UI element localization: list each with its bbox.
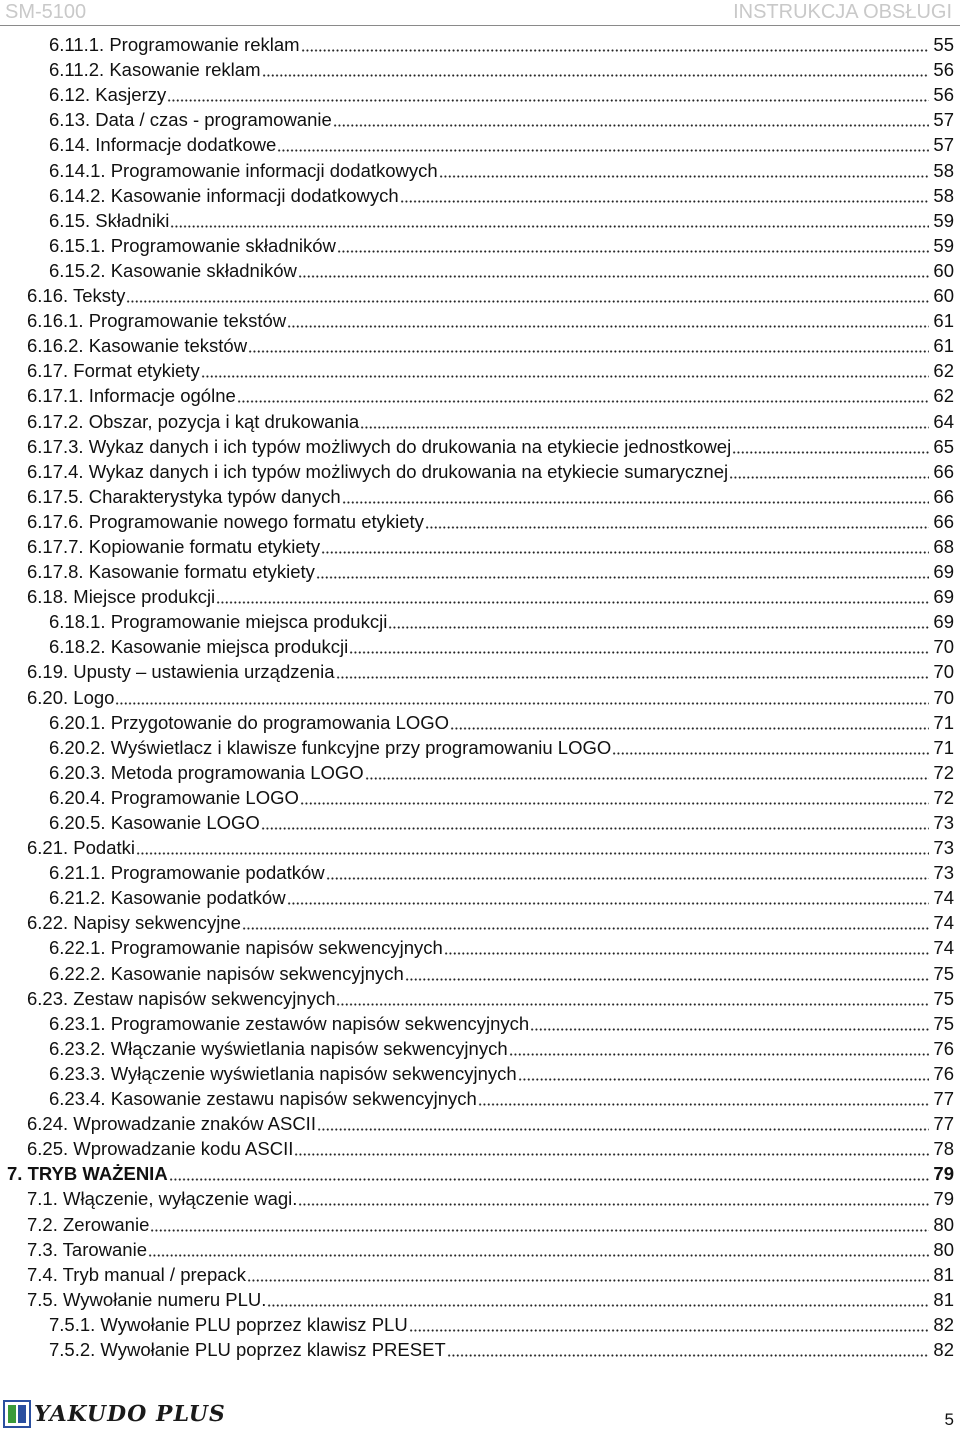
toc-entry-title: 6.15.1. Programowanie składników xyxy=(49,234,336,256)
toc-dot-leader xyxy=(317,1128,929,1131)
toc-dot-leader xyxy=(148,1254,929,1257)
toc-dot-leader xyxy=(287,325,929,328)
toc-dot-leader xyxy=(342,501,929,504)
toc-entry-title: 6.11.1. Programowanie reklam xyxy=(49,34,300,56)
toc-entry-page: 73 xyxy=(933,862,954,884)
toc-entry[interactable] xyxy=(0,1286,960,1311)
toc-entry[interactable] xyxy=(0,458,960,483)
toc-entry-page: 66 xyxy=(933,460,954,482)
toc-entry-page: 70 xyxy=(933,661,954,683)
toc-entry[interactable] xyxy=(0,1110,960,1135)
toc-dot-leader xyxy=(237,400,929,403)
toc-entry-page: 69 xyxy=(933,611,954,633)
toc-entry-title: 6.22.1. Programowanie napisów sekwencyjnych xyxy=(49,937,443,959)
toc-dot-leader xyxy=(425,526,929,529)
toc-entry-title: 6.17.2. Obszar, pozycja i kąt drukowania xyxy=(27,410,360,432)
toc-entry[interactable] xyxy=(0,1311,960,1336)
toc-entry-title: 6.19. Upusty – ustawienia urządzenia xyxy=(27,661,335,683)
toc-entry[interactable] xyxy=(0,533,960,558)
toc-entry-page: 72 xyxy=(933,761,954,783)
toc-entry-page: 61 xyxy=(933,335,954,357)
toc-entry[interactable] xyxy=(0,282,960,307)
toc-entry-title: 6.17.5. Charakterystyka typów danych xyxy=(27,485,341,507)
logo-text: YAKUDO PLUS xyxy=(31,1401,228,1427)
toc-entry[interactable] xyxy=(0,834,960,859)
toc-entry-title: 6.20.2. Wyświetlacz i klawisze funkcyjne przy programowaniu LOGO xyxy=(49,736,612,758)
header-manual-title: INSTRUKCJA OBSŁUGI xyxy=(733,1,952,23)
toc-entry-page: 80 xyxy=(933,1213,954,1235)
toc-entry-page: 78 xyxy=(933,1138,954,1160)
toc-entry-title: 6.21.2. Kasowanie podatków xyxy=(49,887,286,909)
toc-dot-leader xyxy=(530,1028,929,1031)
toc-dot-leader xyxy=(301,49,929,52)
toc-entry-page: 59 xyxy=(933,234,954,256)
toc-entry[interactable] xyxy=(0,156,960,181)
toc-entry-page: 82 xyxy=(933,1313,954,1335)
toc-entry-title: 6.11.2. Kasowanie reklam xyxy=(49,59,261,81)
toc-dot-leader xyxy=(247,1279,929,1282)
toc-entry-title: 7. TRYB WAŻENIA xyxy=(7,1163,168,1185)
toc-dot-leader xyxy=(333,124,929,127)
toc-entry[interactable] xyxy=(0,131,960,156)
toc-dot-leader xyxy=(262,74,930,77)
company-logo xyxy=(3,1398,226,1430)
toc-entry-title: 6.23. Zestaw napisów sekwencyjnych xyxy=(27,987,336,1009)
toc-entry-title: 6.23.1. Programowanie zestawów napisów sekwencyjnych xyxy=(49,1012,530,1034)
toc-entry[interactable] xyxy=(0,608,960,633)
toc-entry[interactable] xyxy=(0,1010,960,1035)
toc-entry-page: 79 xyxy=(933,1163,954,1185)
toc-dot-leader xyxy=(170,225,929,228)
toc-entry-title: 6.21.1. Programowanie podatków xyxy=(49,862,325,884)
toc-entry-page: 59 xyxy=(933,209,954,231)
toc-entry[interactable] xyxy=(0,232,960,257)
toc-dot-leader xyxy=(150,1229,929,1232)
toc-entry-title: 6.20.4. Programowanie LOGO xyxy=(49,786,299,808)
toc-entry-page: 69 xyxy=(933,561,954,583)
toc-entry[interactable] xyxy=(0,734,960,759)
toc-entry-page: 80 xyxy=(933,1238,954,1260)
toc-dot-leader xyxy=(169,1178,929,1181)
toc-entry-title: 6.18.1. Programowanie miejsca produkcji xyxy=(49,611,388,633)
toc-entry-title: 6.16.1. Programowanie tekstów xyxy=(27,310,287,332)
toc-entry-title: 6.12. Kasjerzy xyxy=(49,84,167,106)
toc-entry-page: 79 xyxy=(933,1188,954,1210)
toc-entry-title: 7.5.1. Wywołanie PLU poprzez klawisz PLU xyxy=(49,1313,408,1335)
toc-entry-page: 76 xyxy=(933,1037,954,1059)
toc-dot-leader xyxy=(478,1103,929,1106)
toc-entry-title: 6.16. Teksty xyxy=(27,285,126,307)
toc-entry-page: 81 xyxy=(933,1263,954,1285)
toc-dot-leader xyxy=(267,1304,929,1307)
toc-entry-title: 6.15.2. Kasowanie składników xyxy=(49,259,297,281)
toc-entry-page: 72 xyxy=(933,786,954,808)
toc-entry-title: 6.21. Podatki xyxy=(27,837,135,859)
toc-dot-leader xyxy=(400,200,929,203)
toc-entry-title: 6.20.3. Metoda programowania LOGO xyxy=(49,761,364,783)
toc-entry-title: 6.20. Logo xyxy=(27,686,115,708)
toc-dot-leader xyxy=(337,250,929,253)
toc-entry[interactable] xyxy=(0,207,960,232)
toc-entry[interactable] xyxy=(0,1336,960,1361)
toc-dot-leader xyxy=(248,350,929,353)
toc-entry-page: 58 xyxy=(933,184,954,206)
toc-entry[interactable] xyxy=(0,81,960,106)
toc-entry-title: 6.17.7. Kopiowanie formatu etykiety xyxy=(27,535,321,557)
toc-dot-leader xyxy=(298,1203,929,1206)
toc-entry[interactable] xyxy=(0,1135,960,1160)
toc-dot-leader xyxy=(518,1078,929,1081)
toc-entry-title: 6.18. Miejsce produkcji xyxy=(27,586,216,608)
toc-entry-page: 70 xyxy=(933,636,954,658)
toc-entry-title: 6.17.6. Programowanie nowego formatu etykiety xyxy=(27,510,424,532)
toc-dot-leader xyxy=(360,426,929,429)
toc-dot-leader xyxy=(167,99,929,102)
toc-entry[interactable] xyxy=(0,583,960,608)
toc-entry-page: 55 xyxy=(933,34,954,56)
toc-dot-leader xyxy=(732,451,929,454)
toc-entry[interactable] xyxy=(0,382,960,407)
toc-entry-title: 7.5.2. Wywołanie PLU poprzez klawisz PRESET xyxy=(49,1338,446,1360)
toc-entry-page: 71 xyxy=(933,711,954,733)
toc-entry-page: 71 xyxy=(933,736,954,758)
toc-entry-page: 73 xyxy=(933,812,954,833)
toc-dot-leader xyxy=(612,752,929,755)
toc-entry[interactable] xyxy=(0,658,960,683)
toc-entry[interactable] xyxy=(0,257,960,282)
toc-entry[interactable] xyxy=(0,182,960,207)
toc-entry-page: 81 xyxy=(933,1288,954,1310)
toc-entry[interactable] xyxy=(0,558,960,583)
toc-entry[interactable] xyxy=(0,1236,960,1261)
toc-entry[interactable] xyxy=(0,809,960,834)
toc-dot-leader xyxy=(447,1354,929,1357)
toc-dot-leader xyxy=(136,852,929,855)
toc-dot-leader xyxy=(201,375,929,378)
toc-dot-leader xyxy=(729,476,929,479)
toc-entry[interactable] xyxy=(0,909,960,934)
toc-dot-leader xyxy=(242,927,929,930)
toc-entry-page: 82 xyxy=(933,1338,954,1360)
toc-entry[interactable] xyxy=(0,56,960,81)
toc-dot-leader xyxy=(405,978,929,981)
toc-entry[interactable] xyxy=(0,1035,960,1060)
toc-entry[interactable] xyxy=(0,508,960,533)
toc-entry-page: 74 xyxy=(933,912,954,934)
toc-entry-title: 7.5. Wywołanie numeru PLU. xyxy=(27,1288,267,1310)
toc-entry[interactable] xyxy=(0,106,960,131)
toc-entry-title: 6.17.1. Informacje ogólne xyxy=(27,385,236,407)
toc-entry-title: 6.14. Informacje dodatkowe xyxy=(49,134,277,156)
toc-dot-leader xyxy=(261,827,929,830)
toc-dot-leader xyxy=(300,802,929,805)
page-number: 5 xyxy=(944,1410,954,1429)
toc-entry[interactable] xyxy=(0,759,960,784)
toc-entry-page: 76 xyxy=(933,1062,954,1084)
toc-entry-page: 70 xyxy=(933,686,954,708)
toc-entry[interactable] xyxy=(0,683,960,708)
header-model: SM-5100 xyxy=(5,1,87,23)
toc-entry-page: 56 xyxy=(933,59,954,81)
toc-entry-title: 7.2. Zerowanie xyxy=(27,1213,150,1235)
toc-entry-title: 6.17. Format etykiety xyxy=(27,360,200,382)
toc-entry[interactable] xyxy=(0,483,960,508)
toc-dot-leader xyxy=(115,702,929,705)
toc-entry[interactable] xyxy=(0,633,960,658)
toc-entry-page: 74 xyxy=(933,937,954,959)
toc-entry[interactable] xyxy=(0,307,960,332)
toc-entry-title: 6.23.2. Włączanie wyświetlania napisów sekwencyjnych xyxy=(49,1037,508,1059)
toc-entry-page: 66 xyxy=(933,510,954,532)
toc-entry-page: 64 xyxy=(933,410,954,432)
toc-entry[interactable] xyxy=(0,1085,960,1110)
toc-entry[interactable] xyxy=(0,859,960,884)
toc-entry[interactable] xyxy=(0,884,960,909)
toc-entry[interactable] xyxy=(0,433,960,458)
toc-entry-title: 6.25. Wprowadzanie kodu ASCII xyxy=(27,1138,294,1160)
toc-entry-page: 61 xyxy=(933,310,954,332)
toc-dot-leader xyxy=(336,1003,929,1006)
toc-entry-page: 57 xyxy=(933,109,954,131)
toc-entry-page: 60 xyxy=(933,285,954,307)
toc-dot-leader xyxy=(439,175,929,178)
logo-mark-icon xyxy=(3,1400,31,1428)
toc-dot-leader xyxy=(321,551,929,554)
toc-entry-title: 6.20.5. Kasowanie LOGO xyxy=(49,812,260,833)
toc-dot-leader xyxy=(216,601,929,604)
toc-dot-leader xyxy=(444,952,929,955)
toc-entry-title: 6.22.2. Kasowanie napisów sekwencyjnych xyxy=(49,962,404,984)
toc-entry-page: 75 xyxy=(933,1012,954,1034)
toc-dot-leader xyxy=(316,576,929,579)
toc-entry-page: 75 xyxy=(933,987,954,1009)
toc-entry[interactable] xyxy=(0,784,960,809)
toc-entry-title: 6.23.4. Kasowanie zestawu napisów sekwencyjnych xyxy=(49,1088,477,1110)
toc-entry-title: 6.17.4. Wykaz danych i ich typów możliwych do drukowania na etykiecie sumarycznej xyxy=(27,460,729,482)
toc-entry[interactable] xyxy=(0,332,960,357)
toc-entry-page: 58 xyxy=(933,159,954,181)
toc-entry-page: 74 xyxy=(933,887,954,909)
toc-entry[interactable] xyxy=(0,31,960,56)
toc-entry[interactable] xyxy=(0,407,960,432)
toc-entry-title: 6.14.2. Kasowanie informacji dodatkowych xyxy=(49,184,399,206)
toc-entry-title: 7.4. Tryb manual / prepack xyxy=(27,1263,247,1285)
toc-entry[interactable] xyxy=(0,1185,960,1210)
toc-dot-leader xyxy=(336,676,930,679)
toc-dot-leader xyxy=(277,149,929,152)
toc-dot-leader xyxy=(298,275,929,278)
page-header xyxy=(0,0,960,26)
toc-entry[interactable] xyxy=(0,959,960,984)
toc-dot-leader xyxy=(388,626,929,629)
toc-entry-title: 6.15. Składniki xyxy=(49,209,170,231)
toc-entry-title: 6.14.1. Programowanie informacji dodatkowych xyxy=(49,159,438,181)
toc-entry-title: 6.17.3. Wykaz danych i ich typów możliwych do drukowania na etykiecie jednostkowej xyxy=(27,435,732,457)
toc-entry[interactable] xyxy=(0,1210,960,1235)
table-of-contents xyxy=(0,31,960,1361)
toc-entry-page: 57 xyxy=(933,134,954,156)
toc-entry-page: 73 xyxy=(933,837,954,859)
toc-entry-title: 6.16.2. Kasowanie tekstów xyxy=(27,335,248,357)
toc-dot-leader xyxy=(409,1329,929,1332)
toc-entry-page: 75 xyxy=(933,962,954,984)
toc-entry-page: 62 xyxy=(933,385,954,407)
toc-dot-leader xyxy=(349,651,929,654)
toc-entry-page: 66 xyxy=(933,485,954,507)
toc-entry-title: 6.23.3. Wyłączenie wyświetlania napisów sekwencyjnych xyxy=(49,1062,517,1084)
toc-entry-page: 65 xyxy=(933,435,954,457)
toc-entry-title: 6.17.8. Kasowanie formatu etykiety xyxy=(27,561,315,583)
toc-dot-leader xyxy=(450,727,929,730)
toc-dot-leader xyxy=(326,877,929,880)
toc-entry-page: 68 xyxy=(933,535,954,557)
toc-entry-page: 77 xyxy=(933,1088,954,1110)
toc-entry[interactable] xyxy=(0,709,960,734)
toc-dot-leader xyxy=(126,300,929,303)
toc-entry-page: 62 xyxy=(933,360,954,382)
toc-entry-title: 6.18.2. Kasowanie miejsca produkcji xyxy=(49,636,349,658)
toc-entry-title: 6.20.1. Przygotowanie do programowania LOGO xyxy=(49,711,450,733)
toc-entry[interactable] xyxy=(0,1060,960,1085)
toc-entry-title: 7.3. Tarowanie xyxy=(27,1238,147,1260)
toc-entry-title: 6.24. Wprowadzanie znaków ASCII xyxy=(27,1113,316,1135)
toc-entry[interactable] xyxy=(0,1160,960,1185)
toc-entry-title: 6.13. Data / czas - programowanie xyxy=(49,109,332,131)
toc-entry-title: 6.22. Napisy sekwencyjne xyxy=(27,912,241,934)
toc-entry-page: 77 xyxy=(933,1113,954,1135)
toc-entry[interactable] xyxy=(0,934,960,959)
toc-dot-leader xyxy=(294,1153,929,1156)
toc-dot-leader xyxy=(287,902,929,905)
toc-entry[interactable] xyxy=(0,357,960,382)
toc-entry-page: 60 xyxy=(933,259,954,281)
toc-dot-leader xyxy=(365,777,929,780)
toc-entry[interactable] xyxy=(0,1261,960,1286)
toc-entry-title: 7.1. Włączenie, wyłączenie wagi. xyxy=(27,1188,298,1210)
toc-entry[interactable] xyxy=(0,985,960,1010)
toc-entry-page: 56 xyxy=(933,84,954,106)
toc-dot-leader xyxy=(509,1053,929,1056)
toc-entry-page: 69 xyxy=(933,586,954,608)
